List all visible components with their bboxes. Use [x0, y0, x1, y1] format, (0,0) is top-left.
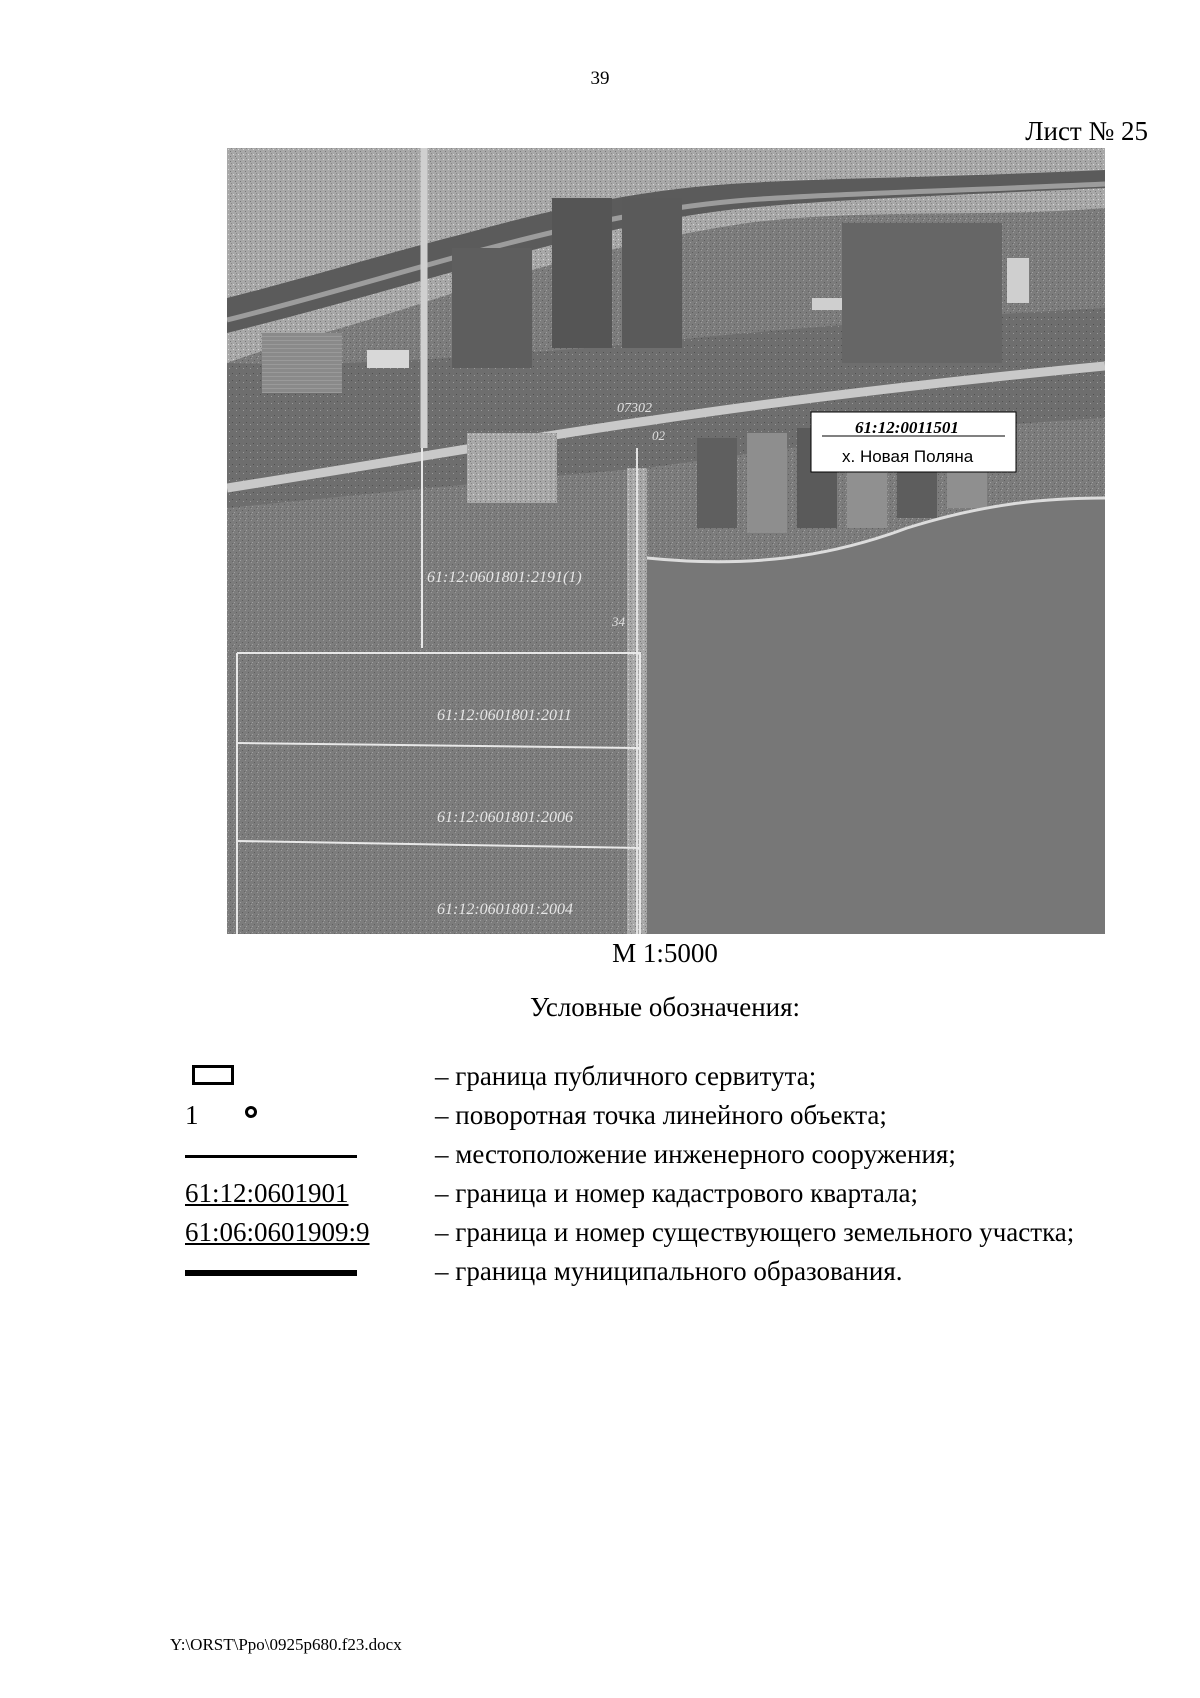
road-code-label: 07302 [617, 401, 652, 416]
legend-text: – граница и номер кадастрового квартала; [435, 1178, 919, 1208]
settlement-label: х. Новая Поляна [842, 447, 974, 466]
legend-text: – местоположение инженерного сооружения; [435, 1139, 956, 1169]
road-point-label: 02 [652, 428, 665, 443]
parcel-2004-label: 61:12:0601801:2004 [437, 901, 573, 918]
legend-text: – граница муниципального образования. [435, 1256, 903, 1286]
scale-label: М 1:5000 [612, 938, 718, 968]
point-number: 1 [185, 1100, 199, 1130]
legend-text: – поворотная точка линейного объекта; [435, 1100, 887, 1130]
legend-item-turning-point [0, 1096, 1200, 1136]
legend-item-land-parcel [0, 1213, 1200, 1253]
legend-text: – граница и номер существующего земельного участка; [435, 1217, 1075, 1247]
legend-text: – граница публичного сервитута; [435, 1061, 817, 1091]
legend-item-engineering-structure [0, 1135, 1200, 1175]
legend-item-servitude [0, 1057, 1200, 1097]
quarter-code-label: 61:12:0011501 [855, 418, 959, 437]
footer-file-path: Y:\ORST\Ppo\0925p680.f23.docx [170, 1635, 402, 1654]
parcel-2011-label: 61:12:0601801:2011 [437, 707, 572, 724]
parcel-2006-label: 61:12:0601801:2006 [437, 809, 573, 826]
circle-point-icon [245, 1106, 257, 1118]
satellite-map[interactable] [227, 148, 1105, 934]
point-34-label: 34 [612, 614, 625, 629]
land-parcel-code: 61:06:0601909:9 [185, 1217, 370, 1247]
legend-item-municipal-boundary [0, 1252, 1200, 1292]
parcel-2191-label: 61:12:0601801:2191(1) [427, 569, 582, 586]
page-number: 39 [590, 68, 610, 89]
sheet-label: Лист № 25 [1025, 116, 1148, 146]
cadastral-quarter-code: 61:12:0601901 [185, 1178, 349, 1208]
legend-item-cadastral-quarter [0, 1174, 1200, 1214]
legend-title: Условные обозначения: [529, 992, 801, 1022]
